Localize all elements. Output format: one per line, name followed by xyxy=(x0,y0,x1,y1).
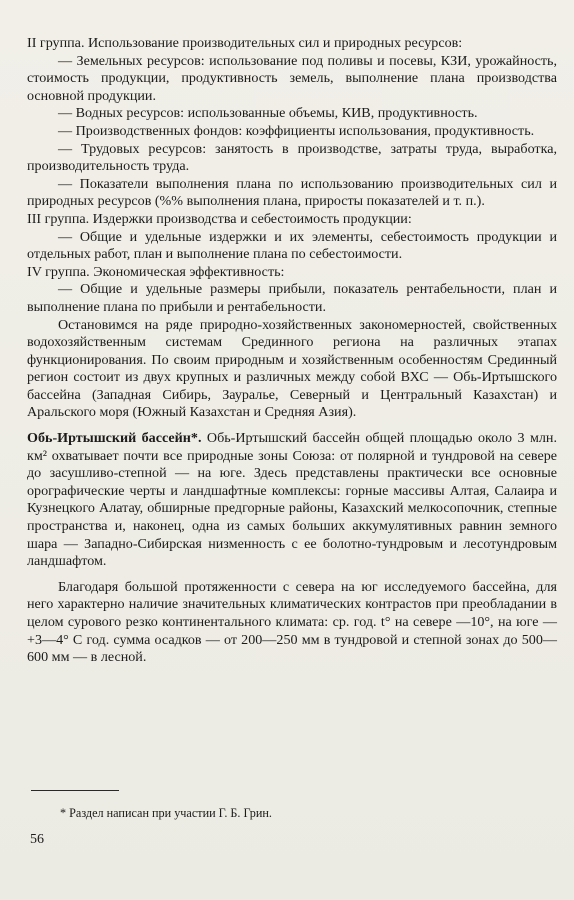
group-2-heading: II группа. Использование производительных сил и природных ресурсов: xyxy=(27,35,463,51)
labor-resources-item: — Трудовых ресурсов: занятость в производстве, затраты труда, выработка, производительность труда. xyxy=(27,140,557,175)
production-funds-item: — Производственных фондов: коэффициенты использования, продуктивность. xyxy=(58,122,535,139)
costs-item: — Общие и удельные издержки и их элементы, себестоимость продукции и отдельных работ, план и выполнение плана по себестоимости. xyxy=(27,228,557,263)
ob-irtysh-body: Обь-Иртышский бассейн общей площадью около 3 млн. км² охватывает почти все природные зоны Союза: от полярной и тундровой на севере до засушливо-степной — на юге. Здесь представлены практически все основные орографические черты и ландшафтные комплексы: горные массивы Алтая, Салаира и Кузнецкого Алатау, обширные предгорные районы, Казахский мелкосопочник, степные пространства и, наконец, одна из самых больших аккумулятивных равнин земного шара — Западно-Сибирская низменность с ее болотно-тундровым и лесотундровым ландшафтом. xyxy=(27,430,557,570)
profit-item: — Общие и удельные размеры прибыли, показатель рентабельности, план и выполнение плана по прибыли и рентабельности. xyxy=(27,281,557,315)
main-text xyxy=(27,35,557,667)
footnote: * Раздел написан при участии Г. Б. Грин. xyxy=(60,806,272,820)
ob-irtysh-paragraph xyxy=(27,430,557,571)
group-3-heading: III группа. Издержки производства и себестоимость продукции: xyxy=(27,210,412,227)
land-resources-item: — Земельных ресурсов: использование под поливы и посевы, КЗИ, урожайность, стоимость продукции, продуктивность земель, выполнение плана производства основной продукции. xyxy=(27,52,557,104)
plan-indicators-item: — Показатели выполнения плана по использованию производительных сил и природных ресурсов (%% выполнения плана, приросты показателей и т. п.). xyxy=(27,175,557,210)
water-resources-item: — Водных ресурсов: использованные объемы, КИВ, продуктивность. xyxy=(58,105,478,122)
regional-systems-paragraph: Остановимся на ряде природно-хозяйственных закономерностей, свойственных водохозяйственным системам Срединного региона на различных этапах функционирования. По своим природным и хозяйственным особенностям Срединный регион состоит из двух крупных и различных между собой ВХС — Обь-Иртышского бассейна (Западная Сибирь, Зауралье, Северный и Центральный Казахстан) и Аральского моря (Южный Казахстан и Средняя Азия). xyxy=(27,316,557,421)
footnote-divider xyxy=(31,790,119,791)
page-number: 56 xyxy=(30,832,44,847)
climate-paragraph: Благодаря большой протяженности с севера на юг исследуемого бассейна, для него характерно наличие значительных климатических контрастов при преобладании в целом сурового резко континентального климата: ср. год. t° на севере —10°, на юге — +3—4° С год. сумма осадков — от 200—250 мм в тундровой и степной зонах до 500—600 мм — в лесной. xyxy=(27,578,557,666)
ob-irtysh-heading: Обь-Иртышский бассейн*. xyxy=(27,430,202,447)
group-4-heading: IV группа. Экономическая эффективность: xyxy=(27,263,285,280)
